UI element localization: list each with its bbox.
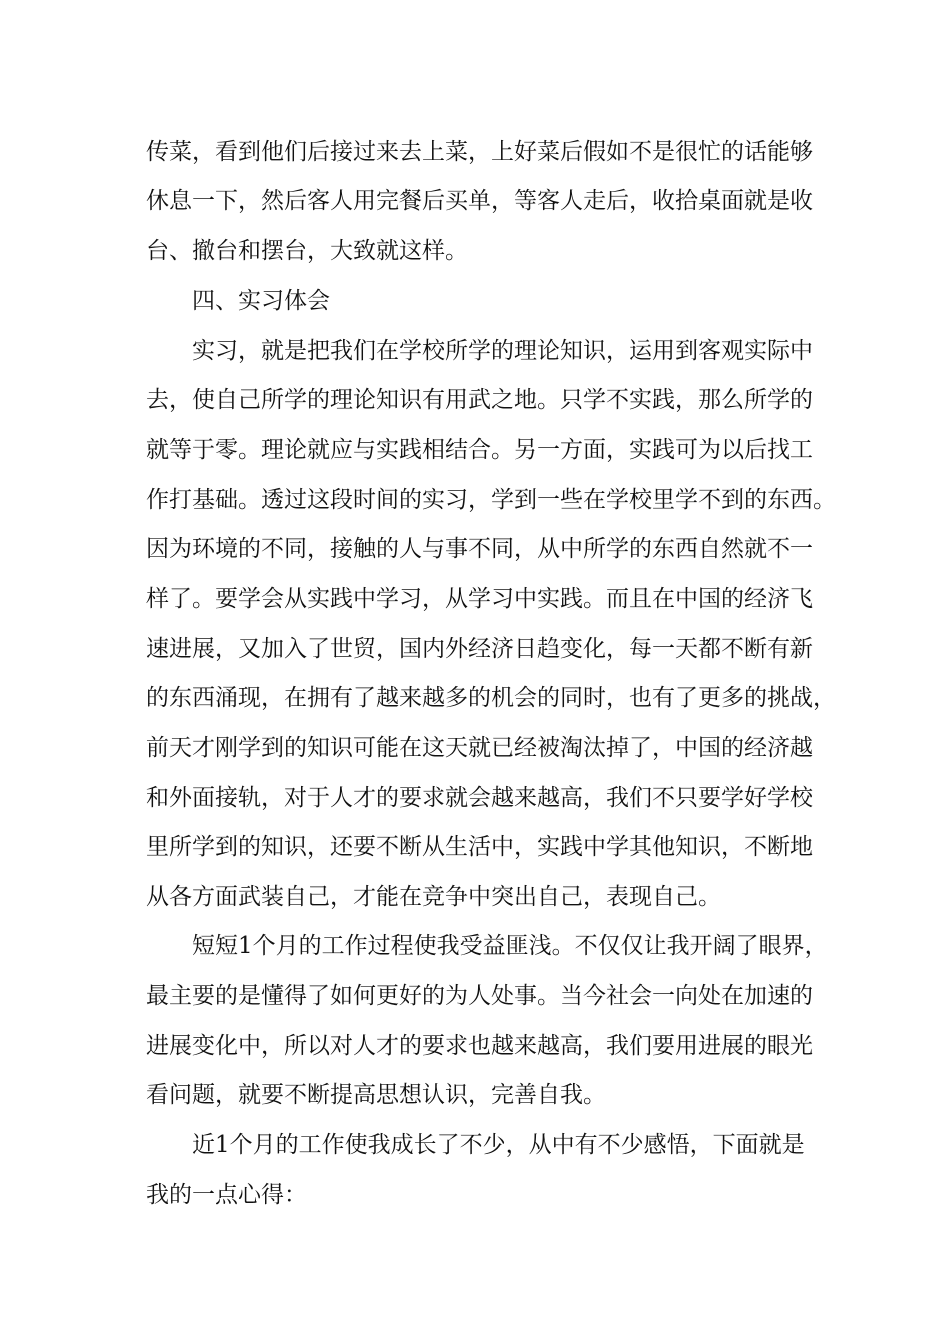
text-line: 近1个月的工作使我成长了不少，从中有不少感悟，下面就是 (192, 1132, 805, 1158)
text-line: 休息一下，然后客人用完餐后买单，等客人走后，收拾桌面就是收 (146, 188, 813, 214)
text-line: 前天才刚学到的知识可能在这天就已经被淘汰掉了，中国的经济越 (146, 735, 813, 761)
text-line: 台、撤台和摆台，大致就这样。 (146, 238, 468, 264)
text-line: 短短1个月的工作过程使我受益匪浅。不仅仅让我开阔了眼界， (192, 933, 828, 959)
text-line: 去，使自己所学的理论知识有用武之地。只学不实践，那么所学的 (146, 387, 813, 413)
text-line: 进展变化中，所以对人才的要求也越来越高，我们要用进展的眼光 (146, 1033, 813, 1059)
text-line: 实习，就是把我们在学校所学的理论知识，运用到客观实际中 (192, 338, 813, 364)
text-line: 最主要的是懂得了如何更好的为人处事。当今社会一向处在加速的 (146, 983, 813, 1009)
text-line: 的东西涌现，在拥有了越来越多的机会的同时，也有了更多的挑战， (146, 685, 836, 711)
text-line: 因为环境的不同，接触的人与事不同，从中所学的东西自然就不一 (146, 536, 813, 562)
section-heading: 四、实习体会 (192, 288, 330, 314)
text-line: 速进展，又加入了世贸，国内外经济日趋变化，每一天都不断有新 (146, 636, 813, 662)
text-line: 样了。要学会从实践中学习，从学习中实践。而且在中国的经济飞 (146, 586, 813, 612)
text-line: 和外面接轨，对于人才的要求就会越来越高，我们不只要学好学校 (146, 785, 813, 811)
text-line: 传菜，看到他们后接过来去上菜，上好菜后假如不是很忙的话能够 (146, 139, 813, 165)
text-line: 从各方面武装自己，才能在竞争中突出自己，表现自己。 (146, 884, 721, 910)
text-line: 里所学到的知识，还要不断从生活中，实践中学其他知识，不断地 (146, 834, 813, 860)
text-line: 就等于零。理论就应与实践相结合。另一方面，实践可为以后找工 (146, 437, 813, 463)
text-line: 我的一点心得： (146, 1182, 307, 1208)
text-line: 看问题，就要不断提高思想认识，完善自我。 (146, 1082, 606, 1108)
text-line: 作打基础。透过这段时间的实习，学到一些在学校里学不到的东西。 (146, 487, 836, 513)
